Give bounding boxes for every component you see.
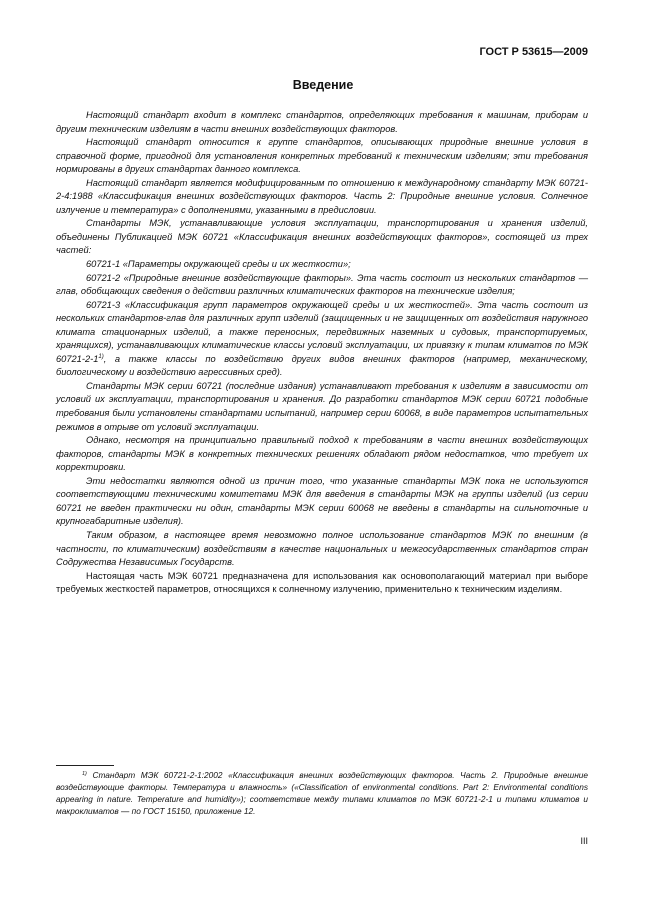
paragraph-text: 60721-3 «Классификация групп параметров окружающей среды и их жесткостей». Эта часть состоит из нескольких стандартов-глав для различных групп изделий (защищенных и не защищенных от воздействия наружного климата стационарных изделий, а также переносных, передвижных наземных и судовых, транспортируемых, хранящихся), устанавливающих климатические классы условий эксплуатации, их привязку к типам климатов по МЭК 60721-2-1: [56, 299, 588, 364]
paragraph: Таким образом, в настоящее время невозможно полное использование стандартов МЭК по внешним (в частности, по климатическим) воздействиям в качестве национальных и межгосударственных стандартов стран Содружества Независимых Государств.: [56, 529, 588, 568]
footnote-paragraph: [56, 769, 588, 817]
paragraph: Стандарты МЭК, устанавливающие условия эксплуатации, транспортирования и хранения изделий, объединены Публикацией МЭК 60721 «Классификация внешних воздействующих факторов», состоящей из трех частей:: [56, 218, 588, 256]
paragraph: Настоящая часть МЭК 60721 предназначена для использования как основополагающий материал при выборе требуемых жесткостей параметров, относящихся к солнечному излучению, применительно к техническим изделиям.: [56, 570, 588, 595]
paragraph: Настоящий стандарт относится к группе стандартов, описывающих природные внешние условия в справочной форме, пригодной для установления конкретных требований к техническим изделиям; эти требования нормированы в других стандартах данного комплекса.: [56, 137, 588, 175]
paragraph: Стандарты МЭК серии 60721 (последние издания) устанавливают требования к изделиям в зависимости от условий их эксплуатации, транспортирования и хранения. До разработки стандартов МЭК серии 60721 подобные требования были установлены стандартами испытаний, например серии 60068, в виде параметров испытательных режимов в отрыве от условий эксплуатации.: [56, 380, 588, 432]
paragraph: Эти недостатки являются одной из причин того, что указанные стандарты МЭК пока не используются соответствующими техническими комитетами МЭК для введения в стандарты МЭК на группы изделий (из серии 60721 не введен практически ни один, стандарты МЭК серии 60068 не введены в стандарты на сильноточные и крупногабаритные изделия).: [56, 475, 588, 527]
footnote: [56, 769, 588, 817]
section-title: Введение: [292, 78, 354, 92]
paragraph: Настоящий стандарт входит в комплекс стандартов, определяющих требования к машинам, приборам и другим техническим изделиям в части внешних воздействующих факторов.: [56, 110, 588, 134]
paragraph: 60721-1 «Параметры окружающей среды и их жесткости»;: [86, 259, 351, 270]
page-number: III: [580, 836, 588, 846]
footnote-text: Стандарт МЭК 60721-2-1:2002 «Классификация внешних воздействующих факторов. Часть 2. Природные внешние воздействующие факторы. Температура и влажность» («Classification of environmental conditions. Part 2: Environmental conditions appearing in nature. Temperature and humidity»); соответствие между типами климатов по МЭК 60721-2-1 и типами климатов и макроклиматов — по ГОСТ 15150, приложение 12.: [56, 770, 588, 816]
paragraph-text-tail: , а также классы по воздействию других видов внешних факторов (например, механическому, биологическому и воздействию агрессивных сред).: [56, 353, 588, 378]
footnote-reference[interactable]: 1): [98, 353, 104, 360]
footnote-marker: 1): [82, 771, 87, 777]
paragraph: 60721-2 «Природные внешние воздействующие факторы». Эта часть состоит из нескольких стандартов — глав, обобщающих сведения о действии различных климатических факторов на технические изделия;: [56, 272, 588, 297]
paragraph: Однако, несмотря на принципиально правильный подход к требованиям в части внешних воздействующих факторов, стандарты МЭК в конкретных технических решениях обладают рядом недостатков, что требует их корректировки.: [56, 435, 588, 473]
paragraph: [56, 299, 588, 380]
paragraph: Настоящий стандарт является модифицированным по отношению к международному стандарту МЭК 60721-2-4:1988 «Классификация внешних воздействующих факторов. Часть 2: Природные внешние условия. Солнечное излучение и температура» с дополнениями, указанными в предисловии.: [56, 177, 588, 215]
document-header: ГОСТ Р 53615—2009: [479, 46, 588, 58]
footnote-separator: [56, 765, 114, 766]
body-text: [56, 109, 588, 597]
